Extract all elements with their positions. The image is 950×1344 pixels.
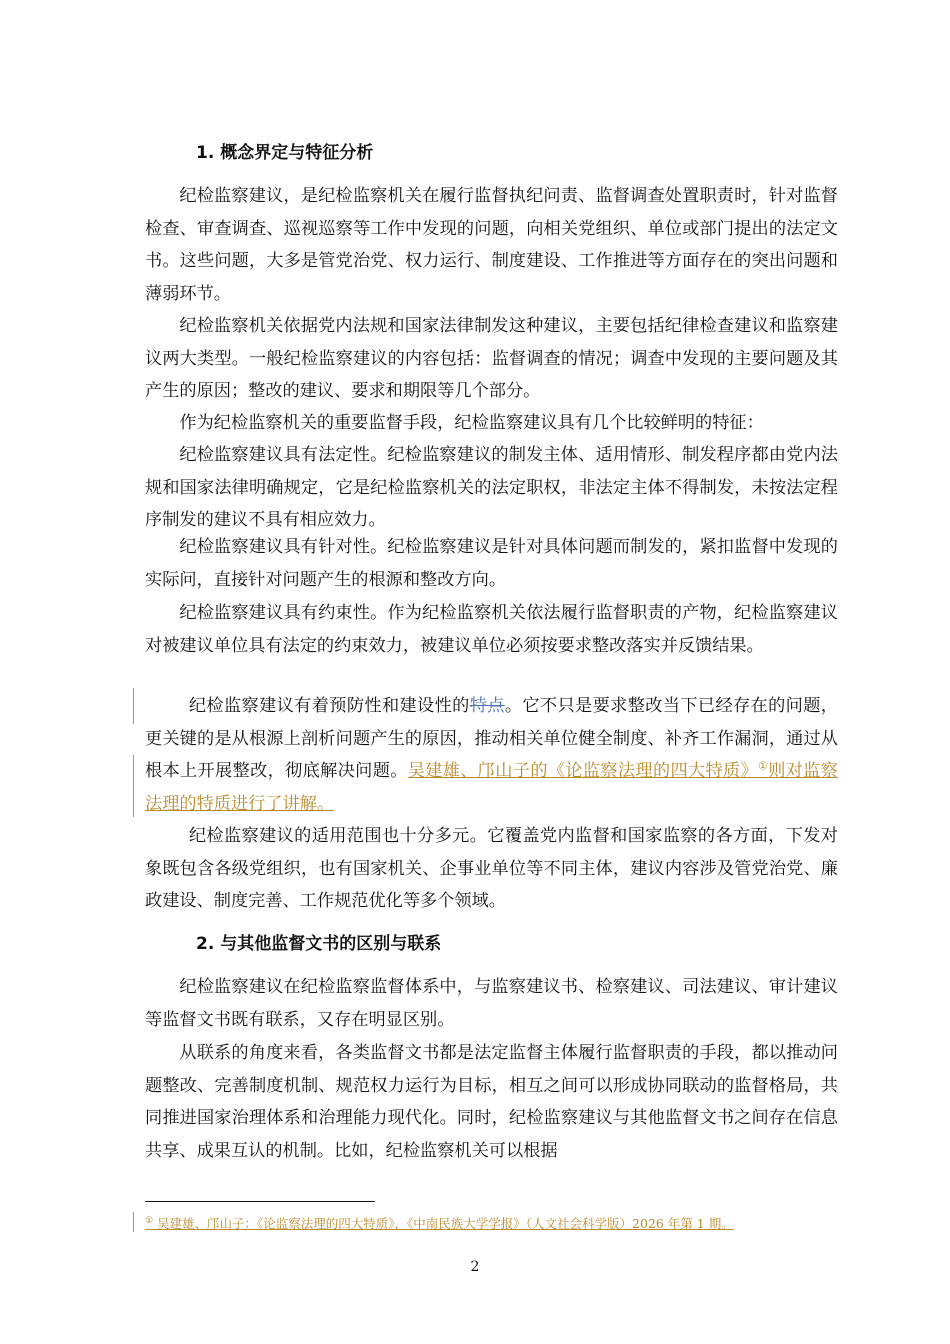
paragraph-preventive — [145, 690, 838, 820]
footnote-marker: ① — [145, 1216, 154, 1226]
section-heading-1: 1. 概念界定与特征分析 — [196, 143, 374, 163]
paragraph-relation-intro: 纪检监察建议在纪检监察监督体系中，与监察建议书、检察建议、司法建议、审计建议等监督文书既有联系，又存在明显区别。 — [145, 977, 838, 1030]
footnote-reference[interactable]: ① — [758, 759, 769, 773]
text-run: 。它不只是要求整改当下已经存在的问题，更关键的是从根源上剖析问题产生的原因，推动相关单位健全制度、补齐工作漏洞，通过从根本上开展整改，彻底解决问题。 — [145, 696, 838, 782]
paragraph-definition: 纪检监察建议，是纪检监察机关在履行监督执纪问责、监督调查处置职责时，针对监督检查、审查调查、巡视巡察等工作中发现的问题，向相关党组织、单位或部门提出的法定文书。这些问题，大多是管党治党、权力运行、制度建设、工作推进等方面存在的突出问题和薄弱环节。 — [145, 186, 838, 304]
paragraph-relation-detail: 从联系的角度来看，各类监督文书都是法定监督主体履行监督职责的手段，都以推动问题整改、完善制度机制、规范权力运行为目标，相互之间可以形成协同联动的监督格局，共同推进国家治理体系和治理能力现代化。同时，纪检监察建议与其他监督文书之间存在信息共享、成果互认的机制。比如，纪检监察机关可以根据 — [145, 1043, 838, 1161]
footnote-text: 吴建雄、邝山子：《论监察法理的四大特质》，《中南民族大学学报》（人文社会科学版）2026 年第 1 期。 — [153, 1216, 734, 1232]
paragraph-legality: 纪检监察建议具有法定性。纪检监察建议的制发主体、适用情形、制发程序都由党内法规和国家法律明确规定，它是纪检监察机关的法定职权，非法定主体不得制发，未按法定程序制发的建议不具有相应效力。 — [145, 445, 838, 531]
text-run: 纪检监察建议有着预防性和建设性的 — [188, 696, 470, 716]
paragraph-binding: 纪检监察建议具有约束性。作为纪检监察机关依法履行监督职责的产物，纪检监察建议对被建议单位具有法定的约束效力，被建议单位必须按要求整改落实并反馈结果。 — [145, 603, 838, 656]
paragraph-pertinence: 纪检监察建议具有针对性。纪检监察建议是针对具体问题而制发的，紧扣监督中发现的实际问，直接针对问题产生的根源和整改方向。 — [145, 537, 838, 590]
change-bar — [133, 755, 134, 817]
change-bar — [133, 688, 134, 724]
paragraph-types: 纪检监察机关依据党内法规和国家法律制发这种建议，主要包括纪律检查建议和监察建议两大类型。一般纪检监察建议的内容包括：监督调查的情况；调查中发现的主要问题及其产生的原因；整改的建议、要求和期限等几个部分。 — [145, 316, 838, 402]
footnote-separator — [145, 1201, 375, 1202]
deleted-revision-text: 特点 — [469, 696, 505, 716]
footnote — [145, 1212, 845, 1233]
inserted-sentence: 则对监察法理的特质进行了讲解。 — [145, 761, 838, 814]
paragraph-features-intro: 作为纪检监察机关的重要监督手段，纪检监察建议具有几个比较鲜明的特征： — [179, 413, 764, 433]
page-number: 2 — [470, 1259, 480, 1275]
inserted-citation: 吴建雄、邝山子的《论监察法理的四大特质》 — [407, 761, 759, 782]
change-bar — [133, 1212, 134, 1232]
paragraph-scope: 纪检监察建议的适用范围也十分多元。它覆盖党内监督和国家监察的各方面，下发对象既包含各级党组织，也有国家机关、企事业单位等不同主体，建议内容涉及管党治党、廉政建设、制度完善、工作规范优化等多个领域。 — [145, 826, 838, 912]
section-heading-2: 2. 与其他监督文书的区别与联系 — [196, 934, 442, 954]
